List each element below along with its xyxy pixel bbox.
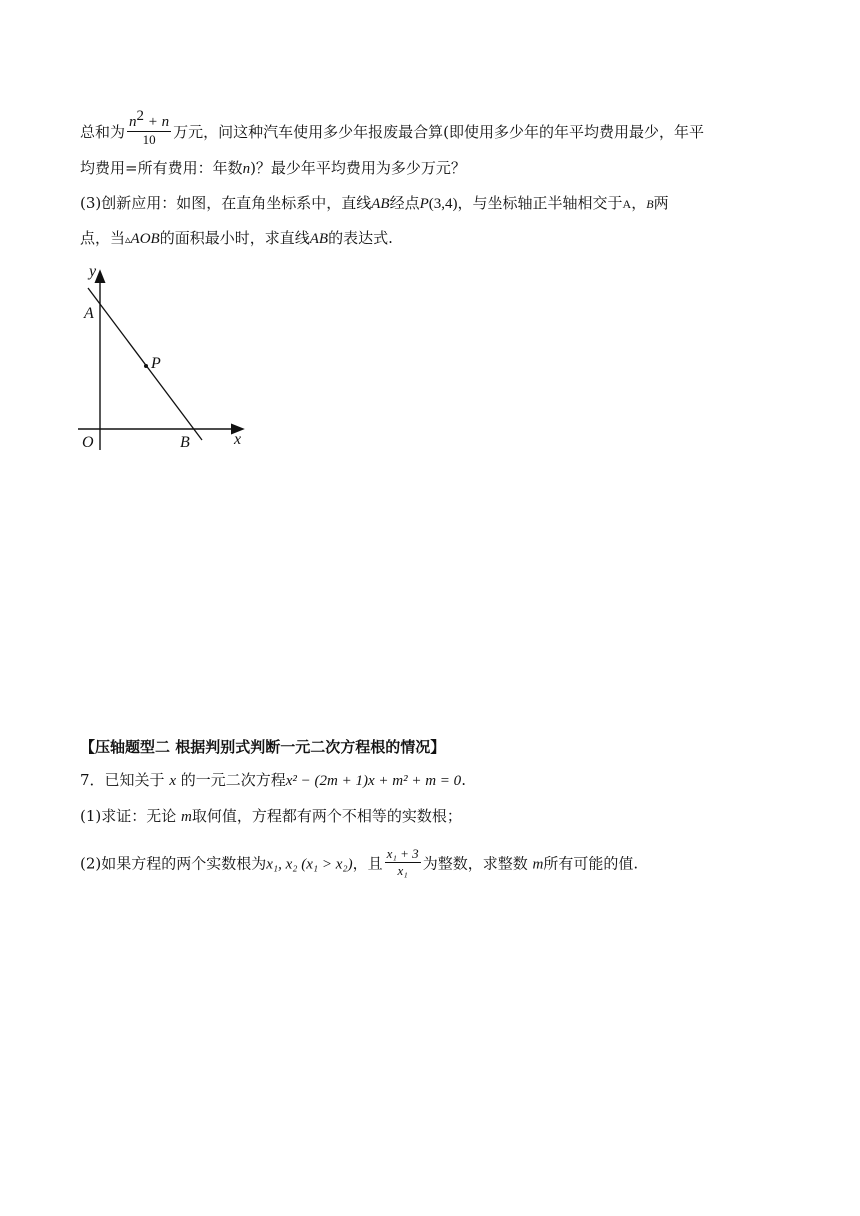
q7-equation: x² − (2m + 1)x + m² + m = 0 <box>285 773 462 789</box>
q6-line-1: 总和为 $\frac{n^2 + n}{10}$ 万元，问这种汽车使用多少年报废最合算(即使用多少年的年平均费用最少，年平 <box>80 108 704 147</box>
q6-line-2: 均费用=所有费用：年数n)？最少年平均费用为多少万元？ <box>80 159 466 177</box>
roots-fraction: $\frac{\text{x₁ + 3}}{\text{x₁}}$ <box>386 846 419 878</box>
q7-part-2: (2)如果方程的两个实数根为x₁, x₂ (x₁ > x₂)，且 $\frac{\text{x₁ + 3}}{\text{x₁}}$ 为整数，求整数 m所有可能的值. <box>80 846 639 878</box>
q7-intro: 7．已知关于 x 的一元二次方程x² − (2m + 1)x + m² + m = 0. <box>80 771 466 789</box>
y-axis-label: y <box>89 263 97 280</box>
point-p-label: P <box>151 355 161 372</box>
origin-label: O <box>82 434 94 451</box>
point-p <box>144 364 148 368</box>
line-ab <box>88 288 202 440</box>
q6-line-4: 点，当▵AOB的面积最小时，求直线AB的表达式. <box>80 229 393 247</box>
coordinate-figure <box>70 258 260 458</box>
point-b-label: B <box>180 434 190 451</box>
section-title: 【压轴题型二 根据判别式判断一元二次方程根的情况】 <box>80 738 446 756</box>
q6-line-3: (3)创新应用：如图，在直角坐标系中，直线AB经点P(3,4)，与坐标轴正半轴相交于A，B两 <box>80 194 669 212</box>
x-axis-label: x <box>234 431 242 448</box>
cost-fraction: $\frac{n^2 + n}{10}$ <box>129 108 170 147</box>
q7-part-1: (1)求证：无论 m取何值，方程都有两个不相等的实数根； <box>80 807 462 825</box>
roots-expression: x₁, x₂ (x₁ > x₂) <box>266 856 353 873</box>
point-a-label: A <box>84 305 94 322</box>
